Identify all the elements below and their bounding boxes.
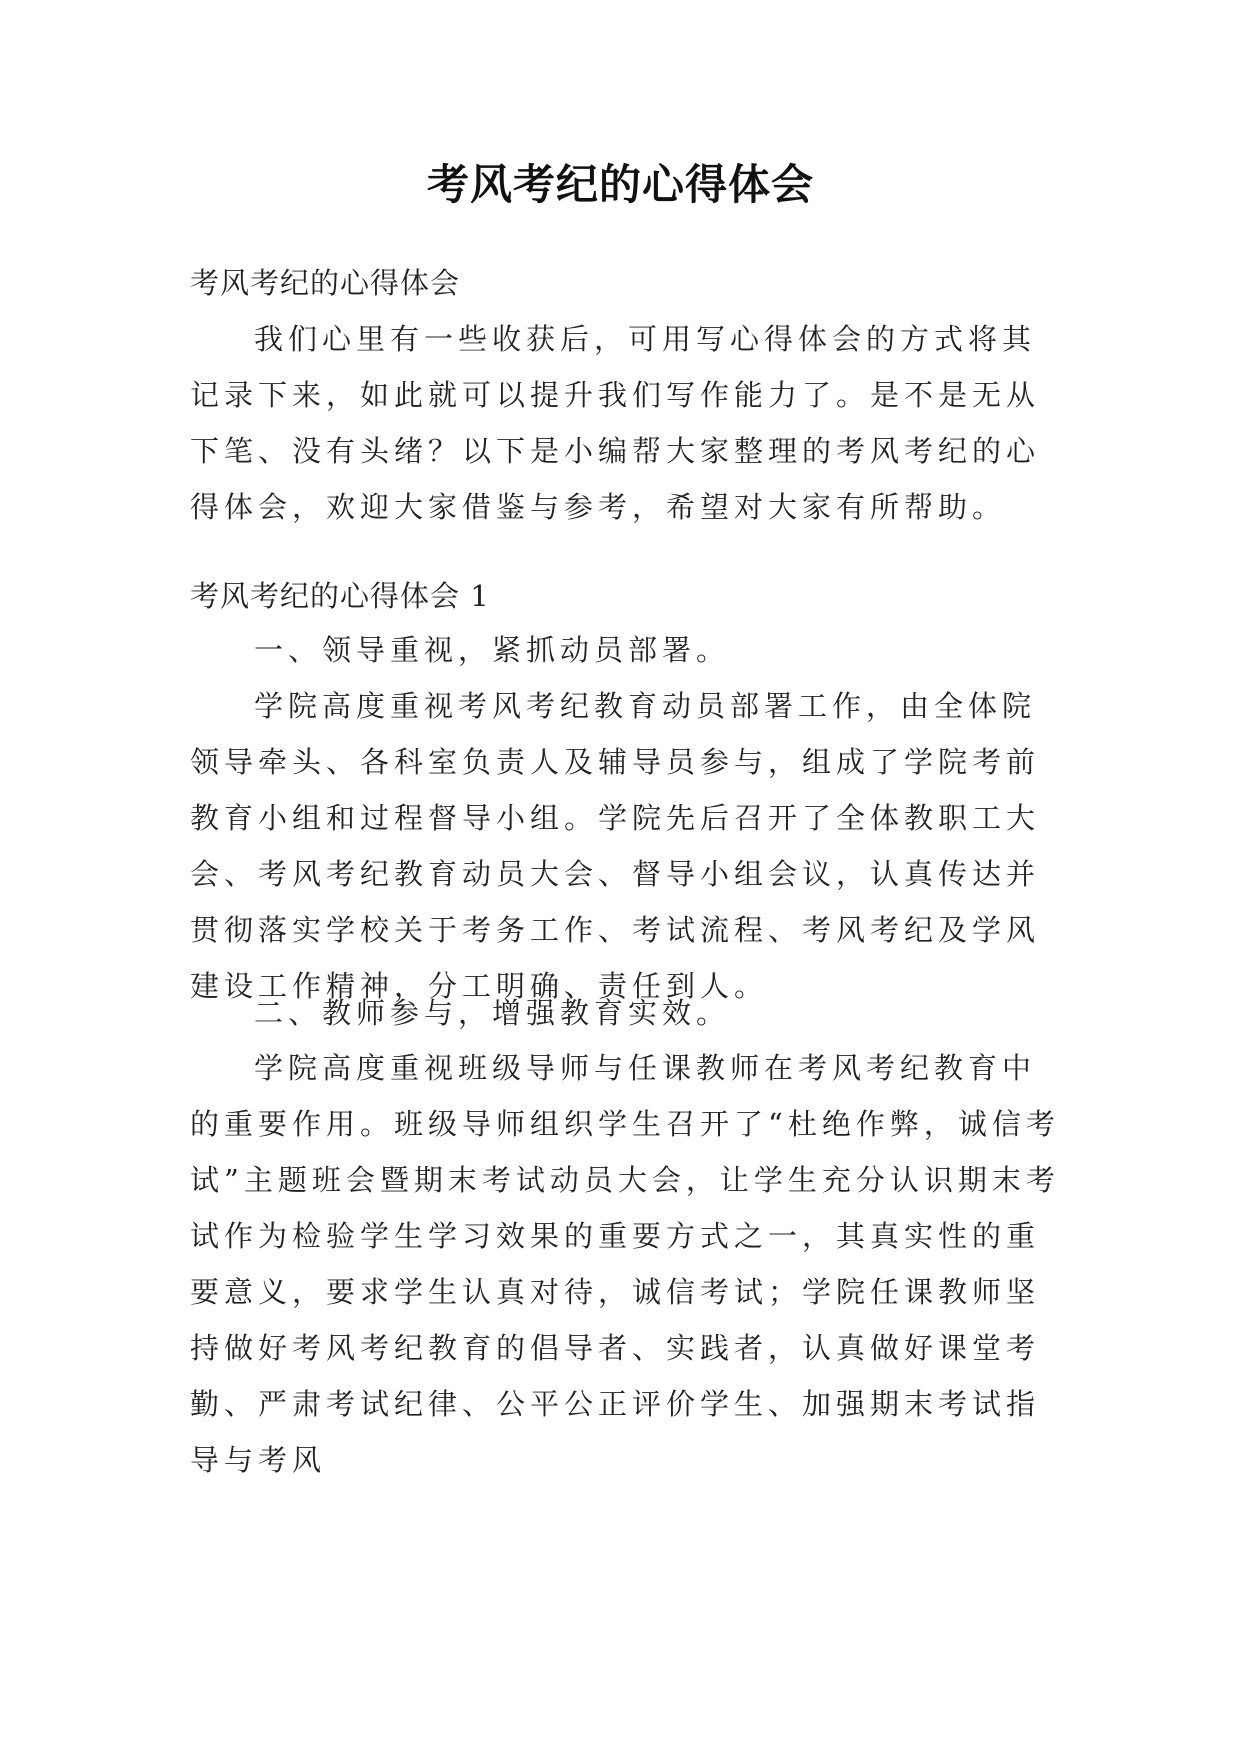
document-title: 考风考纪的心得体会 — [426, 160, 814, 209]
point-two-paragraph: 学院高度重视班级导师与任课教师在考风考纪教育中的重要作用。班级导师组织学生召开了“杜绝作弊，诚信考试”主题班会暨期末考试动员大会，让学生充分认识期末考试作为检验学生学习效果的重要方式之一，其真实性的重要意义，要求学生认真对待，诚信考试；学院任课教师坚持做好考风考纪教育的倡导者、实践者，认真做好课堂考勤、严肃考试纪律、公平公正评价学生、加强期末考试指导与考风 — [190, 1051, 1060, 1477]
point-one-paragraph: 学院高度重视考风考纪教育动员部署工作，由全体院领导牵头、各科室负责人及辅导员参与，组成了学院考前教育小组和过程督导小组。学院先后召开了全体教职工大会、考风考纪教育动员大会、督导小组会议，认真传达并贯彻落实学校关于考务工作、考试流程、考风考纪及学风建设工作精神，分工明确、责任到人。 — [190, 689, 1041, 1003]
point-two-heading: 二、教师参与，增强教育实效。 — [254, 996, 731, 1030]
intro-heading: 考风考纪的心得体会 — [190, 266, 461, 300]
point-one-heading: 一、领导重视，紧抓动员部署。 — [254, 633, 731, 667]
intro-paragraph: 我们心里有一些收获后，可用写心得体会的方式将其记录下来，如此就可以提升我们写作能力了。是不是无从下笔、没有头绪？以下是小编帮大家整理的考风考纪的心得体会，欢迎大家借鉴与参考，希望对大家有所帮助。 — [190, 322, 1041, 524]
section-heading: 考风考纪的心得体会 1 — [190, 579, 490, 613]
